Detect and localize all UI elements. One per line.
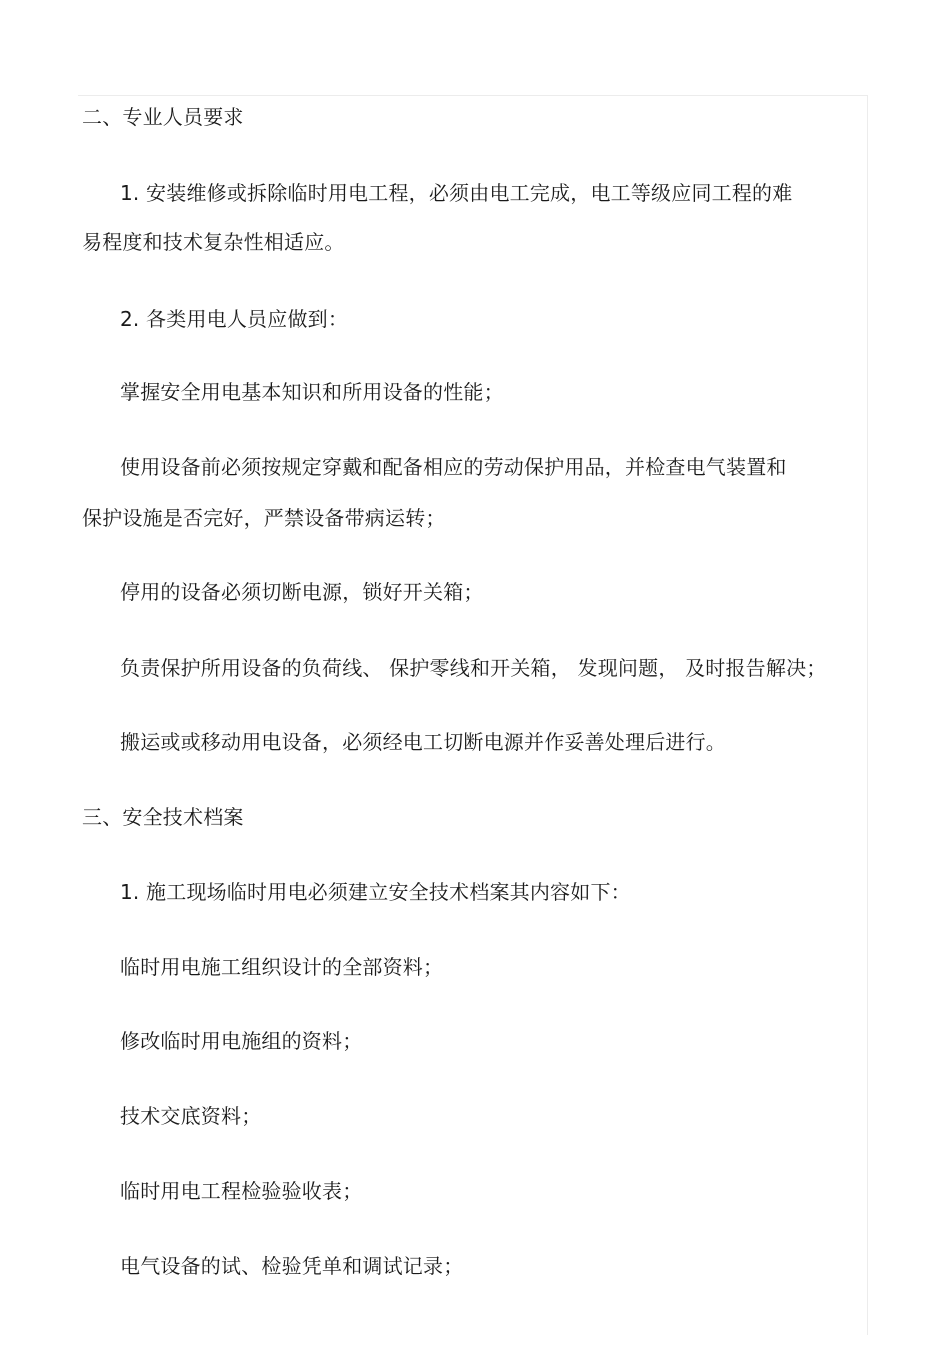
paragraph-line: 使用设备前必须按规定穿戴和配备相应的劳动保护用品，并检查电气装置和 xyxy=(120,455,787,479)
paragraph-line: 搬运或或移动用电设备，必须经电工切断电源并作妥善处理后进行。 xyxy=(120,730,726,754)
paragraph-line: 保护设施是否完好，严禁设备带病运转； xyxy=(82,506,446,530)
list-item: 修改临时用电施组的资料； xyxy=(120,1029,363,1053)
paragraph-line: 2. 各类用电人员应做到： xyxy=(120,307,349,331)
paragraph-line: 1. 施工现场临时用电必须建立安全技术档案其内容如下： xyxy=(120,880,631,904)
paragraph-line: 掌握安全用电基本知识和所用设备的性能； xyxy=(120,380,504,404)
list-item: 电气设备的试、检验凭单和调试记录； xyxy=(120,1254,464,1278)
list-item: 临时用电工程检验验收表； xyxy=(120,1179,363,1203)
section-heading-archives: 三、安全技术档案 xyxy=(82,805,244,829)
section-heading-personnel: 二、专业人员要求 xyxy=(82,105,244,129)
paragraph-line: 停用的设备必须切断电源，锁好开关箱； xyxy=(120,580,484,604)
list-item: 技术交底资料； xyxy=(120,1104,262,1128)
paragraph-line: 负责保护所用设备的负荷线、 保护零线和开关箱， 发现问题， 及时报告解决； xyxy=(120,656,827,680)
page-frame xyxy=(78,95,868,1335)
paragraph-line: 易程度和技术复杂性相适应。 xyxy=(82,230,345,254)
list-item: 临时用电施工组织设计的全部资料； xyxy=(120,955,444,979)
paragraph-line: 1. 安装维修或拆除临时用电工程，必须由电工完成，电工等级应同工程的难 xyxy=(120,181,793,205)
